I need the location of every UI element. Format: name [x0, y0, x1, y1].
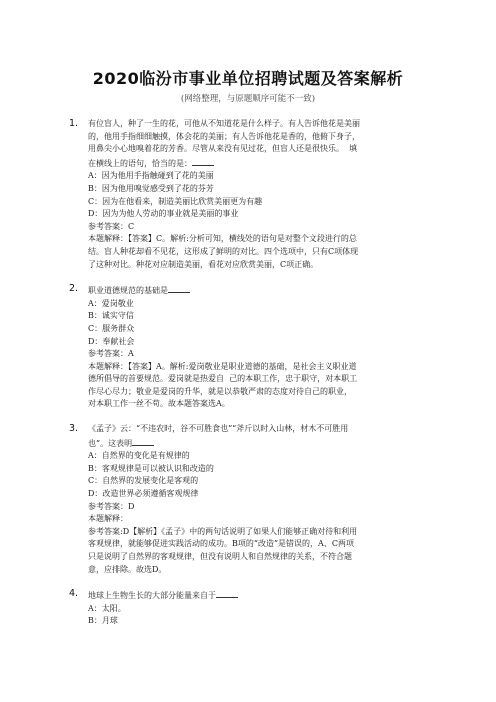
question-line-text: 参考答案：D: [88, 501, 135, 511]
question-line-text: B：因为他用嗅觉感受到了花的芬芳: [88, 183, 214, 193]
question-line-text: 只是说明了自然界的客观规律，但没有说明人和自然规律的关系，不符合题: [88, 552, 352, 561]
question-line-text: 《孟子》云：“不违农时，谷不可胜食也”“斧斤以时入山林，材木不可胜用: [88, 424, 349, 434]
question-line: [88, 156, 448, 171]
question-line: [88, 450, 448, 463]
question-line-text: A：太阳。: [88, 603, 126, 613]
question-line: [88, 423, 448, 436]
question-line: [88, 259, 448, 272]
question-line: [88, 488, 448, 501]
question-line-text: 的，他用手指细细触摸，体会花的美丽；有人告诉他花是香的，他俯下身子，: [88, 131, 360, 141]
question-line: [88, 475, 448, 488]
question-line-text: 意，应排除。故选D。: [88, 564, 167, 574]
question-number: 2.: [69, 283, 79, 295]
page-title: 2020临汾市事业单位招聘试题及答案解析: [92, 69, 404, 88]
question-line: [88, 603, 448, 616]
question-line-text: 参考答案:D【解析】《孟子》中的两句话说明了如果人们能够正确对待和利用: [88, 526, 358, 536]
question-line-text: A：爱岗敬业: [88, 298, 134, 308]
question-line-text: 有位盲人，种了一生的花，可他从不知道花是什么样子。有人告诉他花是美丽: [88, 119, 360, 128]
question-line: [88, 323, 448, 336]
question-line: [88, 208, 448, 221]
question-line-text: B：月球: [88, 616, 118, 626]
question-item: [69, 118, 448, 271]
question-item: [69, 423, 448, 576]
question-line-text: 在横线上的语句，恰当的是：: [88, 158, 192, 168]
page-subtitle: (网络整理，与原题顺序可能不一致): [180, 94, 316, 104]
question-line: [88, 615, 448, 628]
question-line-text: D：奉献社会: [88, 336, 135, 346]
question-line-text: 本题解释：【答案】C。解析:分析可知，横线处的语句是对整个文段进行的总: [88, 234, 357, 244]
question-line: [88, 551, 448, 564]
question-line: [88, 526, 448, 539]
question-line: [88, 513, 448, 526]
question-line: [88, 463, 448, 476]
question-line-text: B：诚实守信: [88, 311, 134, 321]
question-line: [88, 348, 448, 361]
question-line-text: 客观规律，就能够促进实践活动的成功。B项的“改造”是错误的，A、C两项: [88, 539, 354, 549]
question-item: [69, 588, 448, 628]
answer-blank: [132, 436, 154, 446]
question-line: [88, 143, 448, 156]
question-line-text: A：自然界的变化是有规律的: [88, 451, 190, 461]
question-line-text: D：改造世界必须遵循客观规律: [88, 489, 199, 499]
question-line: [88, 398, 448, 411]
answer-blank: [216, 588, 238, 598]
question-line-text: 对本职工作一丝不苟。故本题答案选A。: [88, 399, 230, 409]
question-line-text: C：自然界的发展变化是客观的: [88, 476, 199, 486]
question-line-text: 用鼻尖小心地嗅着花的芳香。尽管从来没有见过花，但盲人还是很快乐。 填: [88, 144, 358, 154]
question-line: [88, 170, 448, 183]
question-list: [69, 118, 448, 640]
question-line: [88, 221, 448, 234]
question-line-text: 作尽心尽力；敬业是爱岗的升华，就是以恭敬严肃的态度对待自己的职业，: [88, 386, 352, 396]
question-line: [88, 233, 448, 246]
question-line: [88, 131, 448, 144]
question-line: [88, 436, 448, 451]
question-item: [69, 283, 448, 411]
question-line: [88, 501, 448, 514]
question-number: 4.: [69, 588, 79, 600]
question-line-text: 也”。这表明: [88, 438, 133, 448]
question-line: [88, 183, 448, 196]
question-line: [88, 564, 448, 577]
question-line-text: 本题解释：【答案】A。解析:爱岗敬业是职业道德的基础，是社会主义职业道: [88, 361, 357, 371]
question-number: 1.: [69, 118, 79, 129]
question-line-text: B：客观规律是可以被认识和改造的: [88, 463, 214, 473]
question-line: [88, 336, 448, 349]
question-line-text: C：因为在他看来，制造美丽比欣赏美丽更为有趣: [88, 196, 263, 206]
question-line: [88, 373, 448, 386]
question-line-text: 地球上生物生长的大部分能量来自于: [88, 591, 216, 601]
answer-blank: [168, 283, 190, 293]
question-line: [88, 386, 448, 399]
question-line-text: A：因为他用手指触碰到了花的美丽: [88, 171, 214, 181]
question-line-text: 了这种对比。种花对应制造美丽，看花对应欣赏美丽，C项正确。: [88, 259, 319, 269]
question-line: [88, 538, 448, 551]
question-line: [88, 118, 448, 131]
question-line-text: 职业道德规范的基础是: [88, 286, 168, 296]
question-line-text: 参考答案：C: [88, 221, 135, 231]
question-line-text: 参考答案：A: [88, 349, 134, 359]
question-line-text: 本题解释：: [88, 514, 128, 524]
question-line: [88, 310, 448, 323]
question-line: [88, 246, 448, 259]
question-line: [88, 361, 448, 374]
answer-blank: [192, 156, 214, 166]
question-line-text: D：因为为他人劳动的事业就是美丽的事业: [88, 209, 239, 219]
question-line-text: 德所倡导的首要规范。爱岗就是热爱自 己的本职工作，忠于职守，对本职工: [88, 374, 358, 384]
question-line: [88, 196, 448, 209]
question-line-text: C：服务群众: [88, 323, 135, 333]
question-line: [88, 298, 448, 311]
question-line: [88, 588, 448, 603]
question-line: [88, 283, 448, 298]
question-line-text: 结。盲人种花却看不见花，这形成了鲜明的对比。四个选项中，只有C项体现: [88, 246, 359, 256]
question-number: 3.: [69, 423, 79, 435]
